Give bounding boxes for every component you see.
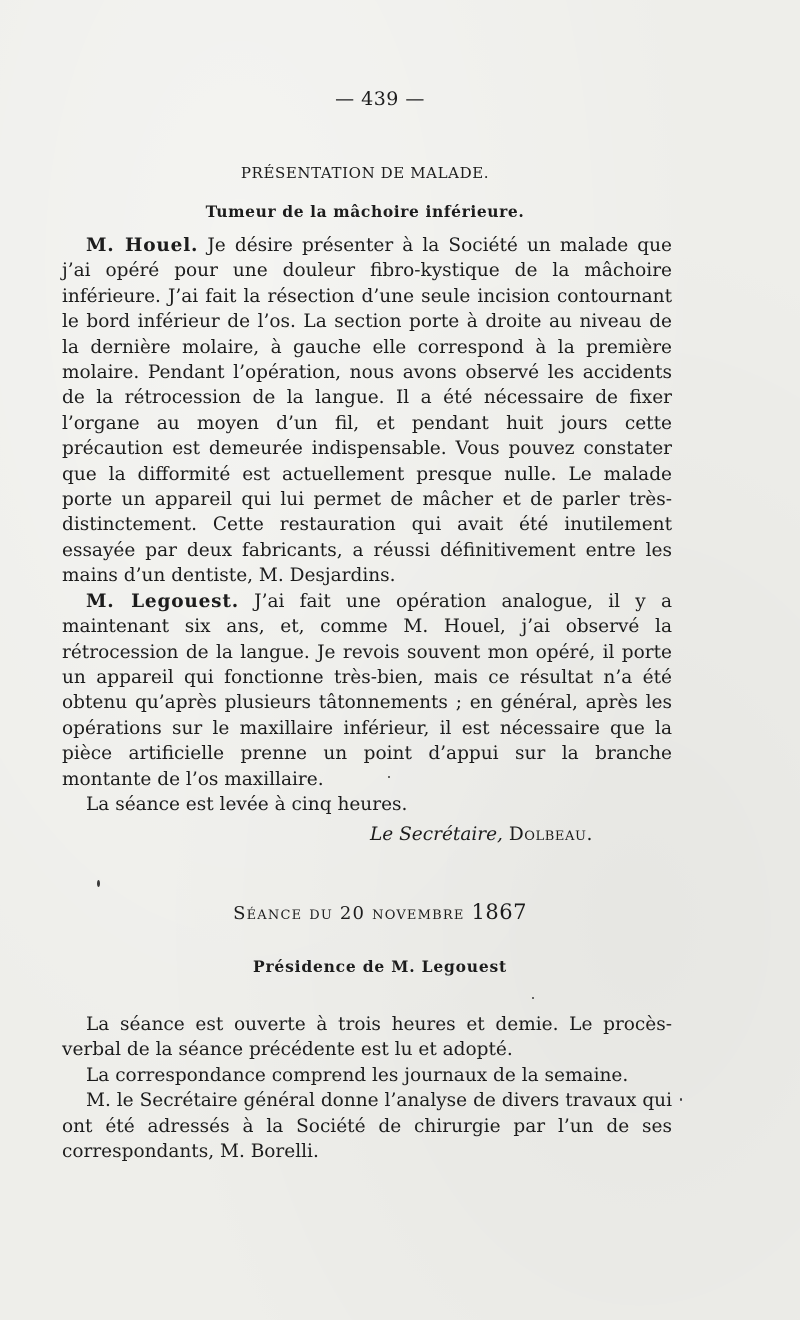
signature-name: Dolbeau. bbox=[508, 824, 594, 845]
minutes-text-top bbox=[62, 233, 672, 817]
paragraph-text: La séance est levée à cinq heures. bbox=[86, 793, 408, 815]
paragraph-houel bbox=[62, 233, 672, 589]
paragraph-correspondence: La correspondance comprend les journaux de la semaine. bbox=[86, 1064, 629, 1086]
paragraph-opening: La séance est ouverte à trois heures et demie. Le procès-verbal de la séance précédente est lu et adopté. bbox=[62, 1014, 672, 1061]
ink-speck bbox=[532, 997, 534, 999]
session-title-label: Séance du bbox=[233, 903, 340, 924]
session-date: 20 novembre bbox=[339, 903, 465, 924]
speaker-name: M. Houel. bbox=[86, 235, 199, 256]
subheading: Tumeur de la mâchoire inférieure. bbox=[205, 202, 525, 221]
signature-role: Le Secrétaire, bbox=[370, 824, 503, 845]
page-number: — 439 — bbox=[335, 88, 425, 110]
ink-speck bbox=[680, 1098, 682, 1101]
ink-speck bbox=[97, 880, 100, 887]
section-heading: PRÉSENTATION DE MALADE. bbox=[240, 164, 490, 182]
paragraph-text: Je désire présenter à la Société un malade que j’ai opéré pour une douleur fibro-kystique de la mâchoire inférieure. J’ai fait la résection d’une seule incision contournant le bord inférieur de l’os. La section porte à droite au niveau de la dernière molaire, à gauche elle correspond à la première molaire. Pendant l’opération, nous avons observé les accidents de la rétrocession de la langue. Il a été nécessaire de fixer l’organe au moyen d’un fil, et pendant huit jours cette précaution est demeurée indispensable. Vous pouvez constater que la difformité est actuellement presque nulle. Le malade porte un appareil qui lui permet de mâcher et de parler très-distinctement. Cette restauration qui avait été inutilement essayée par deux fabricants, a réussi définitivement entre les mains d’un dentiste, M. Desjardins. bbox=[62, 235, 672, 587]
signature bbox=[370, 822, 670, 848]
minutes-text-bottom bbox=[62, 1012, 672, 1164]
paragraph-legouest bbox=[62, 589, 672, 792]
paragraph-text: J’ai fait une opération analogue, il y a maintenant six ans, et, comme M. Houel, j’ai observé la rétrocession de la langue. Je revois souvent mon opéré, il porte un appareil qui fonctionne très-bien, mais ce résultat n’a été obtenu qu’après plusieurs tâtonnements ; en général, après les opérations sur le maxillaire inférieur, il est nécessaire que la pièce artificielle prenne un point d’appui sur la branche montante de l’os maxillaire. bbox=[62, 590, 672, 790]
session-year: 1867 bbox=[471, 900, 527, 924]
paragraph-secretary: M. le Secrétaire général donne l’analyse de divers travaux qui ont été adressés à la Société de chirurgie par l’un de ses correspondants, M. Borelli. bbox=[62, 1090, 672, 1163]
session-title bbox=[0, 900, 760, 924]
ink-speck bbox=[388, 776, 390, 778]
paragraph-closing bbox=[62, 792, 672, 817]
speaker-name: M. Legouest. bbox=[86, 590, 239, 612]
presidence-heading: Présidence de M. Legouest bbox=[253, 957, 507, 976]
